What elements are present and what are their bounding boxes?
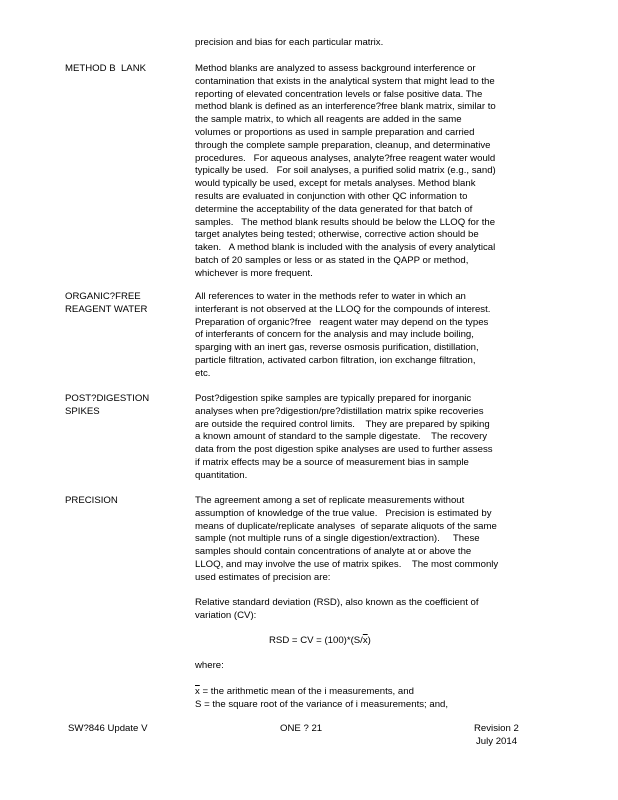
definition-line: batch of 20 samples or less or as stated in the QAPP or method,: [195, 254, 469, 266]
definition-line: the sample matrix, to which all reagents are added in the same: [195, 114, 462, 126]
footer-doc-id: SW?846 Update V: [68, 723, 148, 734]
definition-line: would typically be used, except for metals analyses. Method blank: [195, 178, 476, 190]
term-method-blank: [65, 63, 190, 76]
definition-line: a known amount of standard to the sample digestate. The recovery: [195, 431, 488, 443]
definition-line: interferant is not observed at the LLOQ for the compounds of interest.: [195, 303, 491, 315]
definition-line: The agreement among a set of replicate measurements without: [195, 495, 465, 506]
term-post-digestion-spikes: [65, 393, 190, 419]
term-line: ORGANIC?FREE: [65, 291, 141, 302]
definition-line: quantitation.: [195, 469, 248, 481]
formula-suffix: ): [367, 635, 371, 646]
definition-line: contamination that exists in the analytical system that might lead to the: [195, 75, 495, 87]
definition-line: typically be used. For soil analyses, a purified solid matrix (e.g., sand): [195, 165, 496, 177]
definition-line: results are evaluated in conjunction with other QC information to: [195, 190, 468, 202]
definition-precision: [195, 495, 545, 585]
term-line: PRECISION: [65, 495, 118, 506]
rsd-line: Relative standard deviation (RSD), also known as the coefficient of: [195, 597, 479, 608]
definition-line: Post?digestion spike samples are typically prepared for inorganic: [195, 393, 472, 404]
mean-symbol: $\overline{x}$: [195, 686, 200, 697]
where-text: where:: [195, 660, 224, 671]
definition-line: sample (not multiple runs of a single digestion/extraction). These: [195, 533, 480, 545]
definition-line: whichever is more frequent.: [195, 267, 313, 279]
footer-page-number: ONE ? 21: [280, 723, 323, 734]
term-line: SPIKES: [65, 405, 100, 417]
definition-line: etc.: [195, 367, 211, 379]
definition-line: through the complete sample preparation, cleanup, and determinative: [195, 139, 491, 151]
definition-line: method blank is defined as an interference?free blank matrix, similar to: [195, 101, 496, 113]
definition-line: target analytes being tested; otherwise, corrective action should be: [195, 229, 479, 241]
rsd-line: variation (CV):: [195, 609, 257, 621]
definition-line: data from the post digestion spike analyses are used to further assess: [195, 444, 493, 456]
definition-line: Method blanks are analyzed to assess background interference or: [195, 63, 476, 74]
rsd-intro: [195, 597, 545, 623]
variable-definitions: [195, 686, 545, 712]
formula-mean-symbol: $\overline{x}$: [362, 635, 368, 646]
definition-line: of interferants of concern for the analysis and may include boiling,: [195, 329, 474, 341]
definition-x-text: = the arithmetic mean of the i measurements, and: [199, 686, 414, 697]
definition-s: S = the square root of the variance of i measurements; and,: [195, 698, 449, 710]
definition-line: procedures. For aqueous analyses, analyte?free reagent water would: [195, 152, 496, 164]
definition-x: [195, 686, 545, 699]
definition-line: taken. A method blank is included with the analysis of every analytical: [195, 242, 496, 254]
footer-date-line: July 2014: [476, 735, 518, 747]
definition-line: analyses when pre?digestion/pre?distillation matrix spike recoveries: [195, 405, 484, 417]
rsd-formula: [269, 635, 371, 648]
carryover-line: precision and bias for each particular matrix.: [195, 37, 384, 48]
definition-method-blank: [195, 63, 545, 281]
definition-line: assumption of knowledge of the true value. Precision is estimated by: [195, 507, 492, 519]
definition-organic-free-reagent-water: [195, 291, 545, 381]
definition-line: determine the acceptability of the data generated for that batch of: [195, 203, 473, 215]
definition-line: are outside the required control limits. They are prepared by spiking: [195, 418, 490, 430]
term-line: REAGENT WATER: [65, 303, 148, 315]
term-line: METHOD B LANK: [65, 63, 147, 74]
definition-line: means of duplicate/replicate analyses of separate aliquots of the same: [195, 520, 497, 532]
term-line: POST?DIGESTION: [65, 393, 150, 404]
footer-revision: [474, 723, 519, 749]
definition-line: All references to water in the methods refer to water in which an: [195, 291, 466, 302]
definition-line: sparging with an inert gas, reverse osmosis purification, distillation,: [195, 342, 479, 354]
definition-post-digestion-spikes: [195, 393, 545, 483]
definition-line: particle filtration, activated carbon filtration, ion exchange filtration,: [195, 354, 476, 366]
definition-line: reporting of elevated concentration levels or false positive data. The: [195, 88, 483, 100]
definition-line: volumes or proportions as used in sample preparation and carried: [195, 126, 475, 138]
definition-line: if matrix effects may be a source of measurement bias in sample: [195, 456, 469, 468]
term-precision: [65, 495, 190, 508]
definition-line: samples should contain concentrations of analyte at or above the: [195, 546, 472, 558]
where-label: [195, 660, 545, 673]
footer-revision-line: Revision 2: [474, 723, 519, 734]
carryover-text: [195, 37, 545, 50]
term-organic-free-reagent-water: [65, 291, 190, 317]
formula-prefix: RSD = CV = (100)*(S/: [269, 635, 363, 646]
definition-line: samples. The method blank results should be below the LLOQ for the: [195, 216, 496, 228]
definition-line: Preparation of organic?free reagent water may depend on the types: [195, 316, 489, 328]
definition-line: used estimates of precision are:: [195, 571, 331, 583]
definition-line: LLOQ, and may involve the use of matrix spikes. The most commonly: [195, 558, 499, 570]
